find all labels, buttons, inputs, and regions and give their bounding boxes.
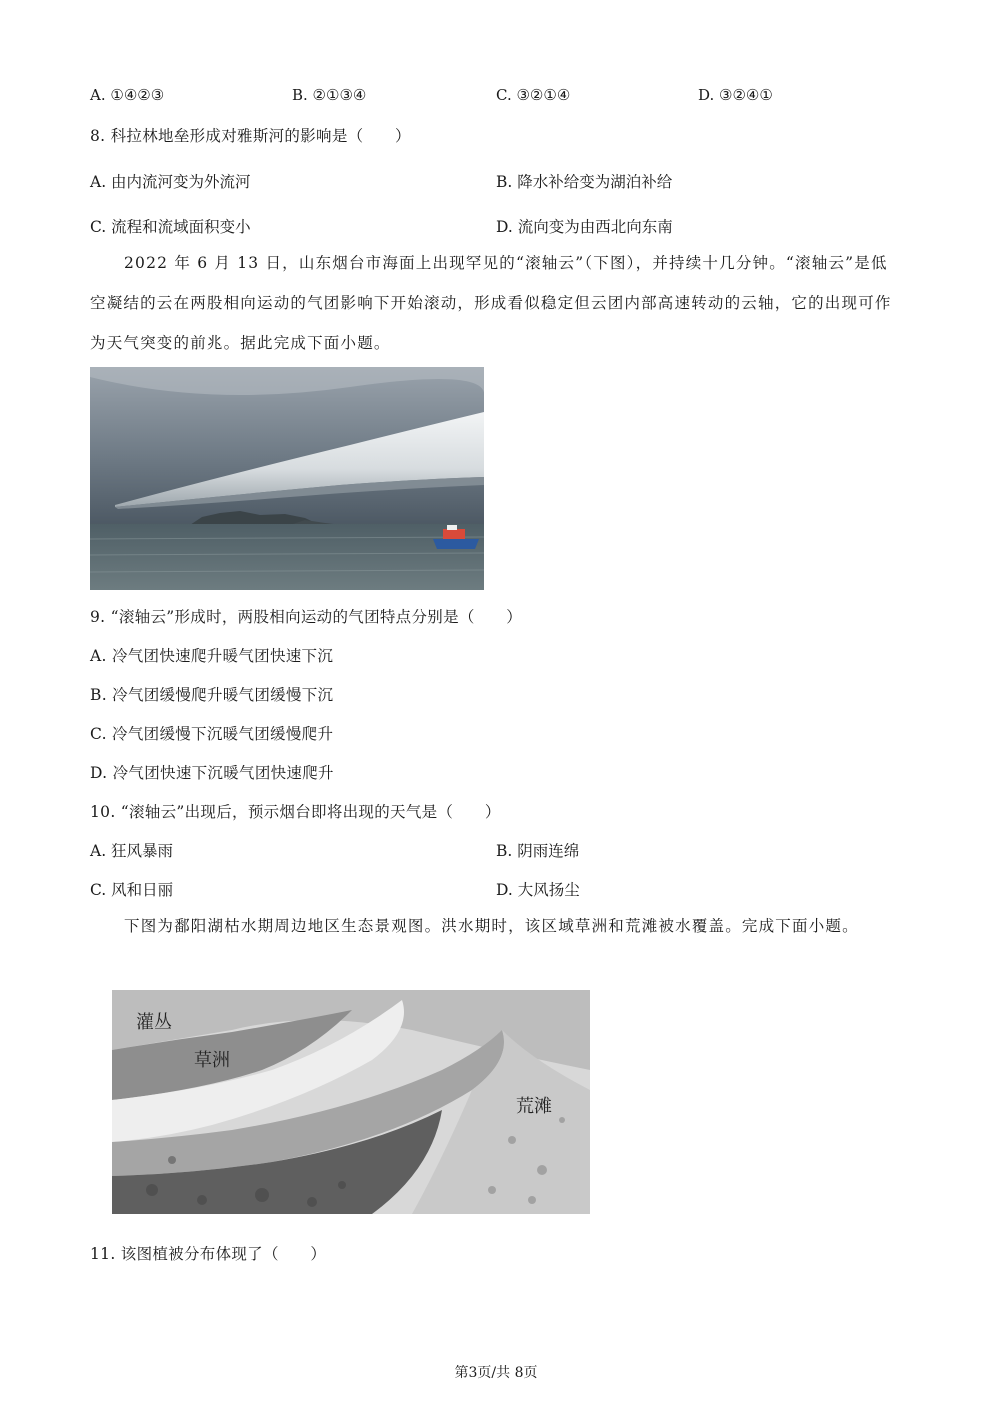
- q8-stem: 8. 科拉林地垒形成对雅斯河的影响是（ ）: [90, 127, 411, 145]
- q10-option-b: B. 阴雨连绵: [496, 842, 580, 860]
- q10-option-d: D. 大风扬尘: [496, 881, 580, 899]
- q7-option-c: C. ③②①④: [496, 86, 571, 104]
- q9-stem: 9. “滚轴云”形成时，两股相向运动的气团特点分别是（ ）: [90, 608, 523, 626]
- q9-option-b: B. 冷气团缓慢爬升暖气团缓慢下沉: [90, 686, 334, 704]
- q10-option-c: C. 风和日丽: [90, 881, 174, 899]
- passage-poyang-text: 下图为鄱阳湖枯水期周边地区生态景观图。洪水期时，该区域草洲和荒滩被水覆盖。完成下面小题。: [124, 917, 859, 935]
- label-barren-beach: 荒滩: [516, 1096, 552, 1117]
- q9-option-a: A. 冷气团快速爬升暖气团快速下沉: [90, 647, 334, 665]
- q7-option-a: A. ①④②③: [90, 86, 165, 104]
- passage-poyang: [90, 906, 902, 946]
- q8-option-b: B. 降水补给变为湖泊补给: [496, 173, 673, 191]
- passage-roll-cloud: [90, 243, 902, 363]
- poyang-landscape-figure: [112, 990, 590, 1214]
- q9-option-d: D. 冷气团快速下沉暖气团快速爬升: [90, 764, 334, 782]
- q7-option-d: D. ③②④①: [698, 86, 773, 104]
- q8-option-d: D. 流向变为由西北向东南: [496, 218, 673, 236]
- page-footer: 第3页/共 8页: [454, 1365, 538, 1381]
- roll-cloud-photo: [90, 367, 484, 590]
- label-shrub: 灌丛: [136, 1012, 172, 1033]
- label-grassland: 草洲: [194, 1050, 230, 1071]
- q9-option-c: C. 冷气团缓慢下沉暖气团缓慢爬升: [90, 725, 334, 743]
- q8-option-a: A. 由内流河变为外流河: [90, 173, 251, 191]
- q11-stem: 11. 该图植被分布体现了（ ）: [90, 1245, 327, 1263]
- q10-option-a: A. 狂风暴雨: [90, 842, 174, 860]
- q10-stem: 10. “滚轴云”出现后，预示烟台即将出现的天气是（ ）: [90, 803, 501, 821]
- passage-roll-cloud-text: 2022 年 6 月 13 日，山东烟台市海面上出现罕见的“滚轴云”（下图），并持续十几分钟。“滚轴云”是低空凝结的云在两股相向运动的气团影响下开始滚动，形成看似稳定但云团内部高速转动的云轴，它的出现可作为天气突变的前兆。据此完成下面小题。: [90, 254, 892, 352]
- q7-option-b: B. ②①③④: [292, 86, 367, 104]
- q8-option-c: C. 流程和流域面积变小: [90, 218, 251, 236]
